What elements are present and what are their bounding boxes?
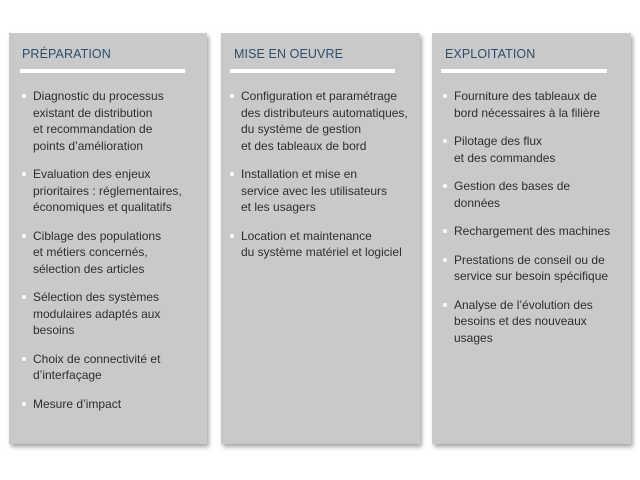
bullet-icon xyxy=(22,295,26,299)
bullet-icon xyxy=(22,402,26,406)
bullet-icon xyxy=(22,234,26,238)
list-item: Gestion des bases de données xyxy=(432,178,627,211)
list-item: Evaluation des enjeux prioritaires : réglementaires, économiques et qualitatifs xyxy=(9,166,203,216)
bullet-icon xyxy=(443,258,447,262)
bullet-icon xyxy=(443,94,447,98)
panel-mise-en-oeuvre xyxy=(221,33,420,444)
list-item: Diagnostic du processus existant de distribution et recommandation de points d’amélioration xyxy=(9,88,203,154)
list-item: Configuration et paramétrage des distributeurs automatiques, du système de gestion et des tableaux de bord xyxy=(221,88,416,154)
title-underline xyxy=(230,69,395,73)
list-item: Ciblage des populations et métiers concernés, sélection des articles xyxy=(9,228,203,278)
exploitation-list xyxy=(432,88,627,358)
bullet-icon xyxy=(443,303,447,307)
bullet-icon xyxy=(443,229,447,233)
list-item: Pilotage des flux et des commandes xyxy=(432,133,627,166)
list-item: Installation et mise en service avec les utilisateurs et les usagers xyxy=(221,166,416,216)
list-item: Fourniture des tableaux de bord nécessaires à la filière xyxy=(432,88,627,121)
title-underline xyxy=(441,69,607,73)
bullet-icon xyxy=(443,184,447,188)
list-item: Sélection des systèmes modulaires adaptés aux besoins xyxy=(9,289,203,339)
bullet-icon xyxy=(22,172,26,176)
list-item: Analyse de l’évolution des besoins et des nouveaux usages xyxy=(432,297,627,347)
bullet-icon xyxy=(230,172,234,176)
bullet-icon xyxy=(230,234,234,238)
bullet-icon xyxy=(22,94,26,98)
panel-preparation xyxy=(9,33,207,444)
title-underline xyxy=(20,69,185,73)
bullet-icon xyxy=(22,357,26,361)
bullet-icon xyxy=(230,94,234,98)
list-item: Prestations de conseil ou de service sur besoin spécifique xyxy=(432,252,627,285)
panel-title-exploitation: EXPLOITATION xyxy=(445,47,536,61)
panel-exploitation xyxy=(432,33,631,444)
bullet-icon xyxy=(443,139,447,143)
list-item: Mesure d’impact xyxy=(9,396,203,413)
preparation-list xyxy=(9,88,203,424)
list-item: Rechargement des machines xyxy=(432,223,627,240)
mise-en-oeuvre-list xyxy=(221,88,416,273)
panel-title-preparation: PRÉPARATION xyxy=(22,47,111,61)
panel-title-mise-en-oeuvre: MISE EN OEUVRE xyxy=(234,47,344,61)
list-item: Choix de connectivité et d’interfaçage xyxy=(9,351,203,384)
list-item: Location et maintenance du système matériel et logiciel xyxy=(221,228,416,261)
